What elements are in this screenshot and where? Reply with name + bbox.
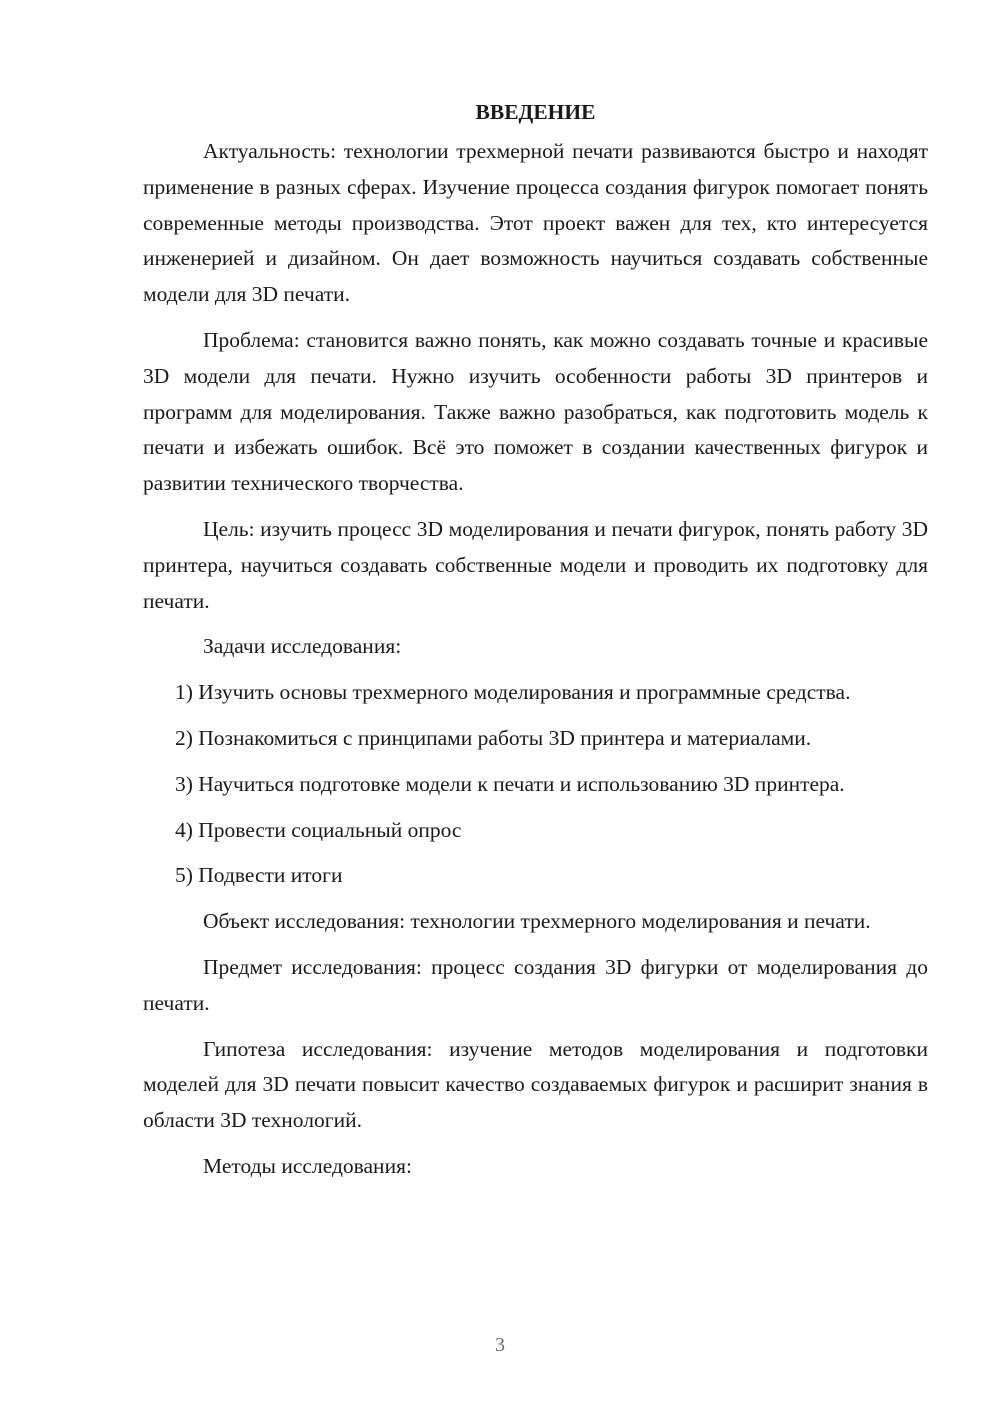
paragraph-problem: Проблема: становится важно понять, как можно создавать точные и красивые 3D модели для печати. Нужно изучить особенности работы 3D принтеров и программ для моделирования. Также важно разобраться, как подготовить модель к печати и избежать ошибок. Всё это поможет в создании качественных фигурок и развитии технического творчества. — [143, 327, 928, 496]
page-number: 3 — [495, 1334, 505, 1356]
task-item-3: 3) Научиться подготовке модели к печати и использованию 3D принтера. — [175, 771, 845, 796]
task-item-4: 4) Провести социальный опрос — [175, 817, 462, 842]
paragraph-object: Объект исследования: технологии трехмерного моделирования и печати. — [203, 909, 871, 934]
task-item-1: 1) Изучить основы трехмерного моделирования и программные средства. — [175, 680, 851, 705]
tasks-label: Задачи исследования: — [203, 634, 402, 659]
paragraph-relevance: Актуальность: технологии трехмерной печати развиваются быстро и находят применение в разных сферах. Изучение процесса создания фигурок помогает понять современные методы производства. Этот проект важен для тех, кто интересуется инженерией и дизайном. Он дает возможность научиться создавать собственные модели для 3D печати. — [143, 139, 928, 307]
task-item-2: 2) Познакомиться с принципами работы 3D принтера и материалами. — [175, 725, 812, 750]
task-item-5: 5) Подвести итоги — [175, 863, 343, 888]
document-page — [143, 94, 928, 1195]
section-heading: ВВЕДЕНИЕ — [475, 100, 596, 124]
paragraph-subject: Предмет исследования: процесс создания 3D фигурки от моделирования до печати. — [143, 954, 928, 1015]
paragraph-hypothesis: Гипотеза исследования: изучение методов моделирования и подготовки моделей для 3D печати повысит качество создаваемых фигурок и расширит знания в области 3D технологий. — [143, 1036, 928, 1133]
methods-label: Методы исследования: — [203, 1153, 412, 1178]
paragraph-goal: Цель: изучить процесс 3D моделирования и печати фигурок, понять работу 3D принтера, научиться создавать собственные модели и проводить их подготовку для печати. — [143, 516, 928, 613]
